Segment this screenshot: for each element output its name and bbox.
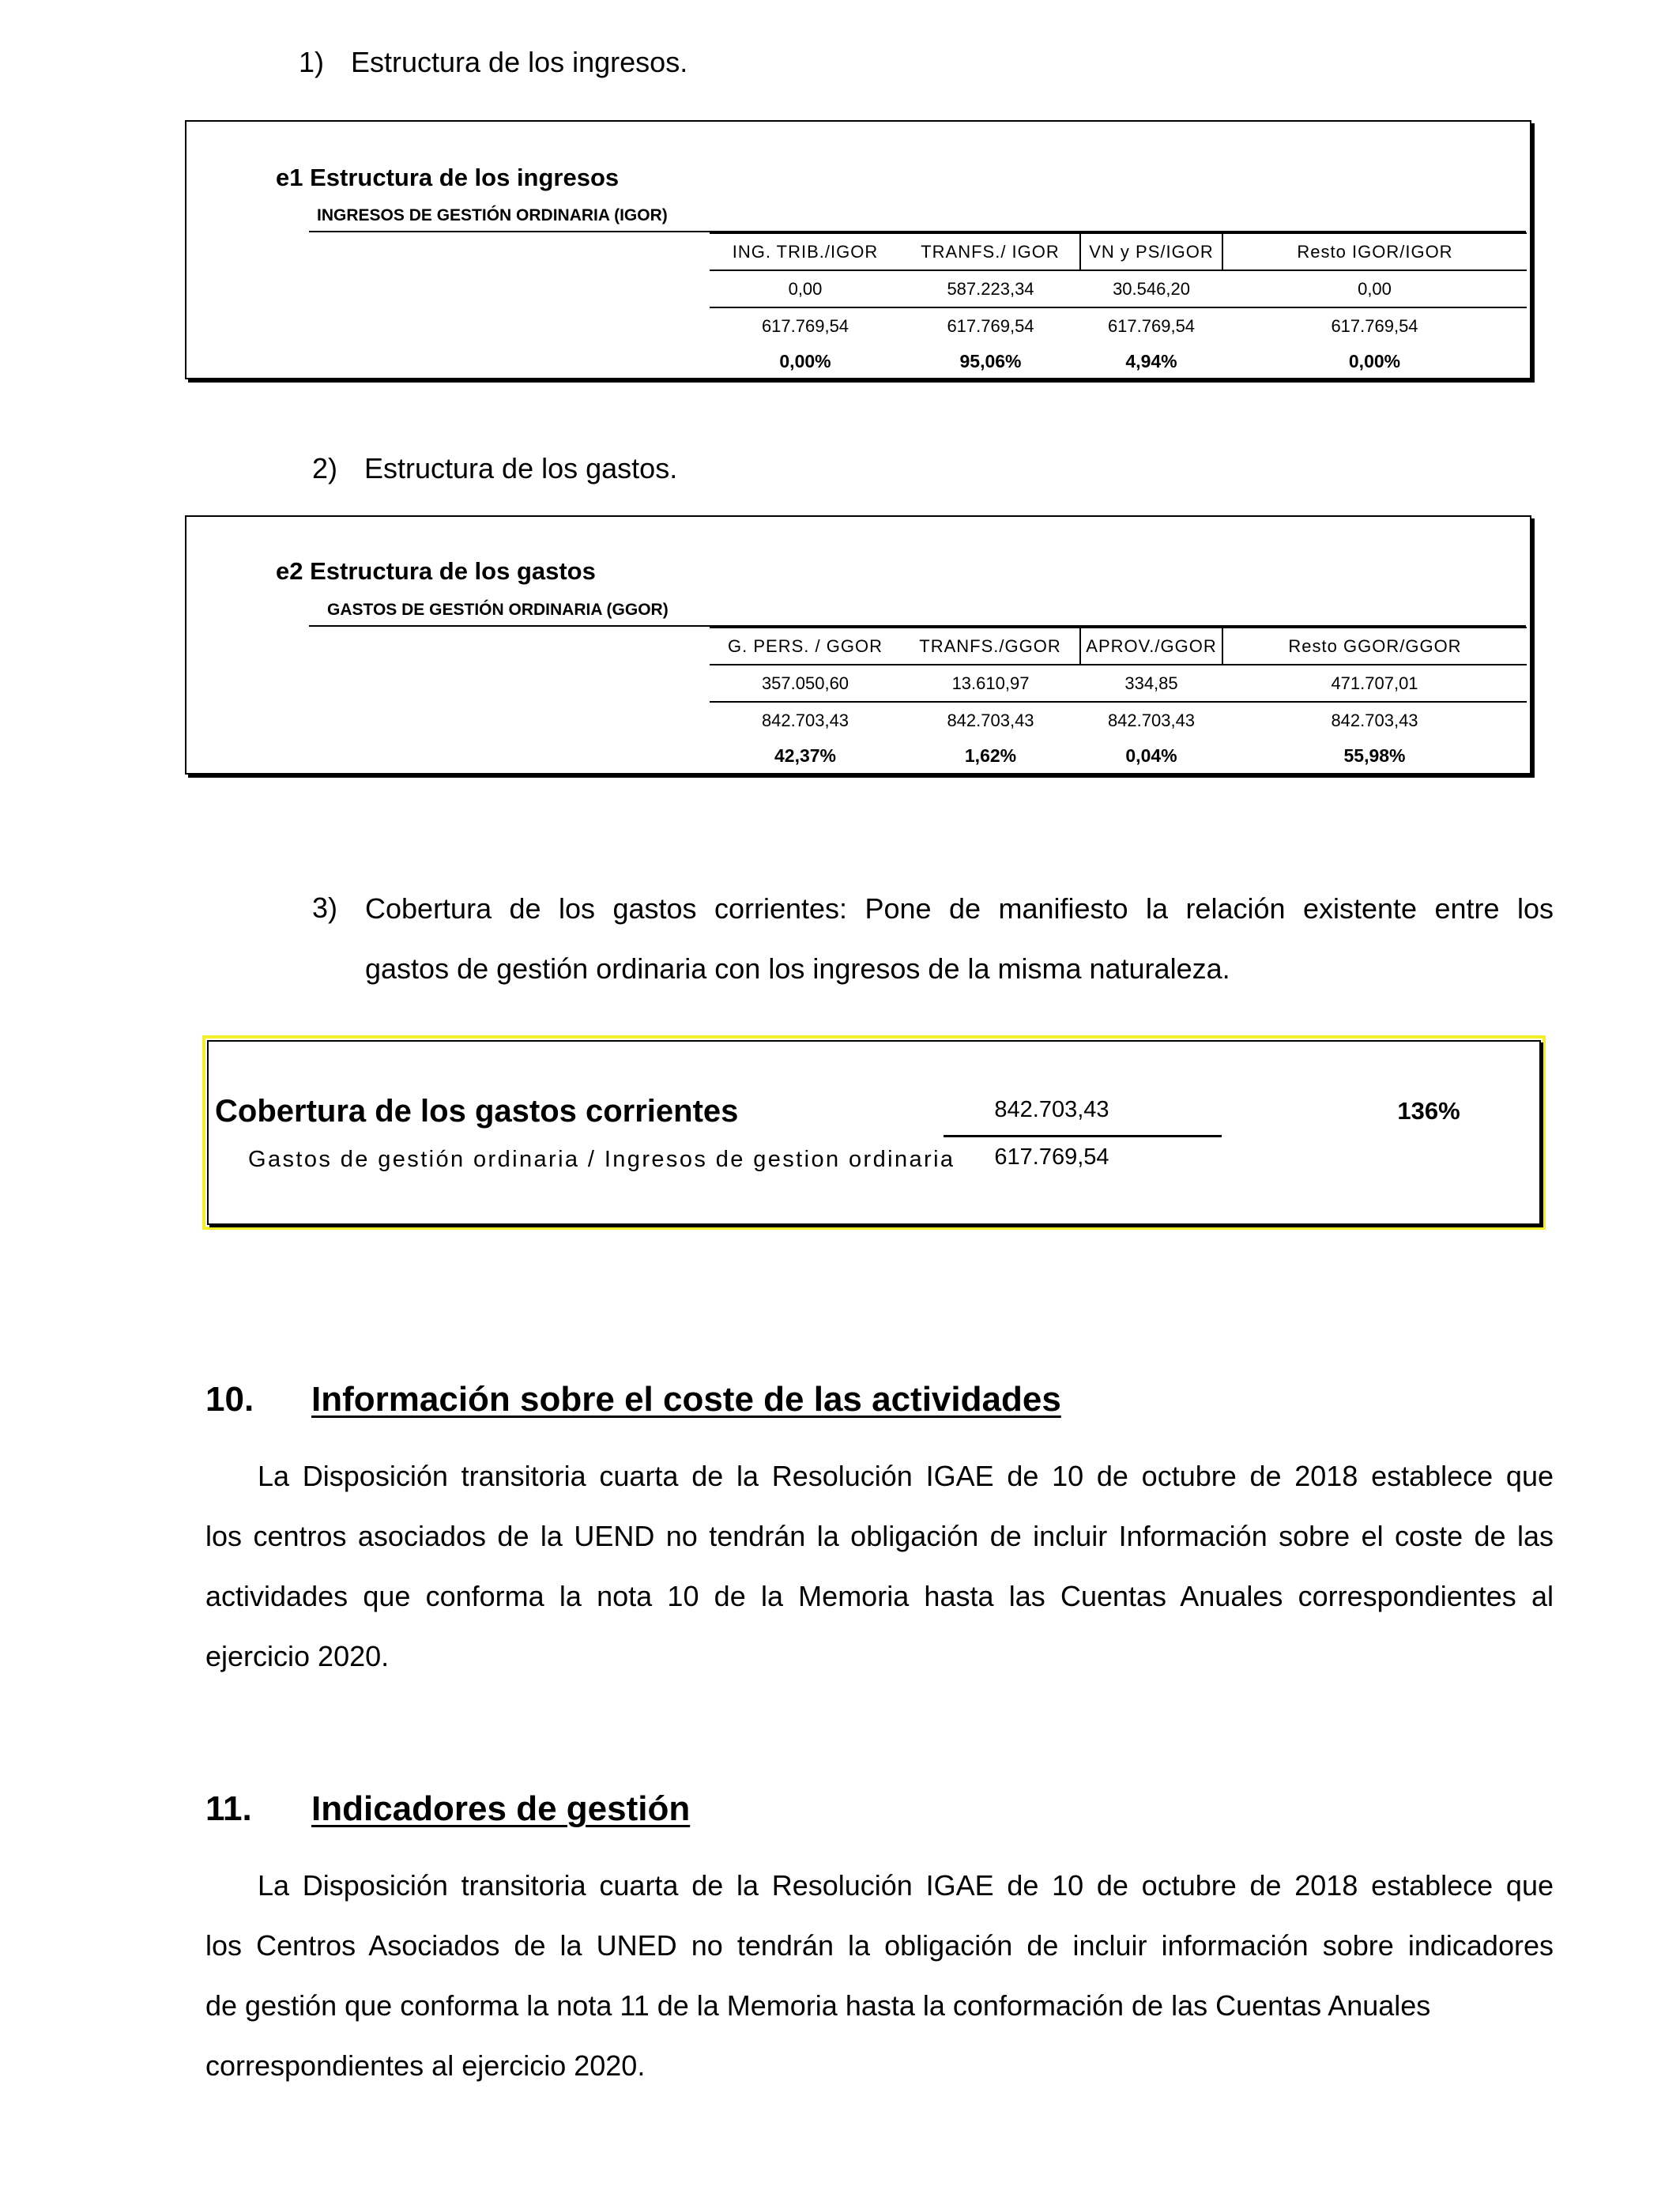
table-cell: 587.223,34 (901, 270, 1080, 307)
heading-10 (205, 1380, 1061, 1419)
section-3-number: 3) (312, 892, 338, 924)
table-cell: 95,06% (959, 351, 1022, 371)
table-cell: 55,98% (1343, 745, 1406, 766)
percentage-row (710, 738, 1527, 774)
column-header: G. PERS. / GGOR (710, 628, 901, 665)
heading-10-number: 10. (205, 1380, 254, 1419)
income-structure-subtitle: INGRESOS DE GESTIÓN ORDINARIA (IGOR) (317, 206, 668, 224)
section-1-number: 1) (299, 46, 325, 78)
table-header-row (710, 628, 1527, 665)
coverage-fraction-line (944, 1135, 1222, 1137)
section-2-label: Estructura de los gastos. (364, 452, 678, 484)
expense-structure-title: e2 Estructura de los gastos (276, 557, 596, 585)
column-header: Resto GGOR/GGOR (1222, 628, 1527, 665)
column-header: ING. TRIB./IGOR (710, 233, 901, 270)
paragraph-text: La Disposición transitoria cuarta de la Resolución IGAE de 10 de octubre de 2018 establece que (258, 1460, 1554, 1492)
section-3-line-2: gastos de gestión ordinaria con los ingresos de la misma naturaleza. (365, 952, 1230, 985)
section-1-title (299, 46, 687, 79)
paragraph-10-line-4: ejercicio 2020. (205, 1640, 390, 1672)
table-cell: 617.769,54 (761, 315, 849, 336)
coverage-box (202, 1035, 1546, 1230)
section-2-title (312, 452, 677, 485)
coverage-numerator: 842.703,43 (994, 1097, 1109, 1122)
table-cell: 842.703,43 (947, 710, 1034, 730)
table-cell: 617.769,54 (947, 315, 1034, 336)
column-header: APROV./GGOR (1080, 628, 1222, 665)
table-cell: 13.610,97 (901, 665, 1080, 702)
percentage-row (710, 344, 1527, 379)
expense-ratio-table (710, 627, 1527, 774)
column-header: VN y PS/IGOR (1080, 233, 1222, 270)
table-cell: 334,85 (1080, 665, 1222, 702)
table-cell: 0,04% (1125, 745, 1177, 766)
expense-structure-box (185, 515, 1531, 775)
income-structure-title: e1 Estructura de los ingresos (276, 164, 620, 191)
table-cell: 357.050,60 (710, 665, 901, 702)
column-header: TRANFS./GGOR (901, 628, 1080, 665)
coverage-result: 136% (1397, 1097, 1460, 1125)
denominator-row (710, 702, 1527, 738)
paragraph-10 (205, 1446, 1554, 1687)
income-ratio-table (710, 232, 1527, 379)
paragraph-11-line-3: de gestión que conforma la nota 11 de la Memoria hasta la conformación de las Cuentas Anuales (205, 1989, 1431, 2022)
table-cell: 0,00 (1222, 270, 1527, 307)
section-3-line-1: Cobertura de los gastos corrientes: Pone de manifiesto la relación existente entre los (365, 892, 1554, 925)
table-cell: 471.707,01 (1222, 665, 1527, 702)
coverage-title: Cobertura de los gastos corrientes (215, 1094, 739, 1129)
column-header: TRANFS./ IGOR (901, 233, 1080, 270)
paragraph-11-line-2: los Centros Asociados de la UNED no tendrán la obligación de incluir información sobre indicadores (205, 1929, 1554, 1962)
coverage-box-inner (207, 1040, 1541, 1225)
column-header: Resto IGOR/IGOR (1222, 233, 1527, 270)
paragraph-text: La Disposición transitoria cuarta de la Resolución IGAE de 10 de octubre de 2018 establece que (258, 1869, 1554, 1902)
heading-10-title: Información sobre el coste de las actividades (311, 1380, 1061, 1419)
table-cell: 842.703,43 (1331, 710, 1418, 730)
table-cell: 842.703,43 (1107, 710, 1196, 730)
heading-11 (205, 1789, 690, 1829)
expense-structure-subtitle: GASTOS DE GESTIÓN ORDINARIA (GGOR) (327, 601, 669, 619)
table-cell: 0,00% (1348, 351, 1401, 371)
table-cell: 842.703,43 (761, 710, 849, 730)
paragraph-10-line-3: actividades que conforma la nota 10 de la Memoria hasta las Cuentas Anuales correspondientes al (205, 1580, 1554, 1612)
table-header-row (710, 233, 1527, 270)
paragraph-11-line-4: correspondientes al ejercicio 2020. (205, 2049, 646, 2082)
heading-11-number: 11. (205, 1789, 252, 1828)
table-cell: 0,00 (710, 270, 901, 307)
numerator-row (710, 665, 1527, 702)
table-cell: 30.546,20 (1080, 270, 1222, 307)
paragraph-11-line-1 (205, 1856, 1554, 1916)
table-cell: 617.769,54 (1331, 315, 1418, 336)
paragraph-10-line-1 (205, 1446, 1554, 1506)
paragraph-10-line-2: los centros asociados de la UEND no tendrán la obligación de incluir Información sobre el coste de las (205, 1520, 1554, 1552)
table-cell: 1,62% (964, 745, 1017, 766)
table-cell: 42,37% (774, 745, 836, 766)
denominator-row (710, 307, 1527, 344)
section-3-text (365, 879, 1554, 999)
section-1-label: Estructura de los ingresos. (351, 46, 688, 78)
income-structure-box (185, 120, 1531, 379)
paragraph-11 (205, 1856, 1554, 2096)
coverage-subtitle: Gastos de gestión ordinaria / Ingresos de gestion ordinaria (248, 1147, 955, 1172)
numerator-row (710, 270, 1527, 307)
table-cell: 0,00% (779, 351, 831, 371)
table-cell: 617.769,54 (1107, 315, 1196, 336)
heading-11-title: Indicadores de gestión (311, 1789, 691, 1828)
section-2-number: 2) (312, 452, 338, 484)
coverage-denominator: 617.769,54 (994, 1144, 1109, 1170)
table-cell: 4,94% (1125, 351, 1177, 371)
